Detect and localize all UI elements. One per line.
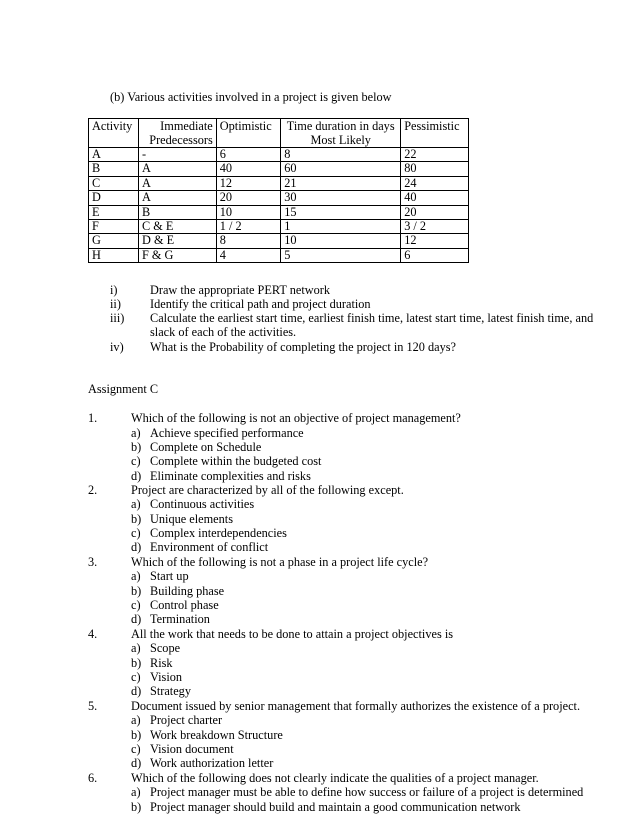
option-text: Work breakdown Structure [150,728,283,742]
question-text: What is the Probability of completing the project in 120 days? [150,340,456,354]
option-letter: d) [131,612,142,626]
cell-optimistic: 6 [216,148,280,162]
option-text: Complex interdependencies [150,526,287,540]
cell-most-likely: 8 [281,148,401,162]
item-number: 4. [88,627,98,641]
option-letter: c) [131,598,141,612]
cell-pessimistic: 12 [401,234,469,248]
option-text: Strategy [150,684,191,698]
cell-optimistic: 4 [216,248,280,262]
option-text: Building phase [150,584,225,598]
question-text-continued: slack of each of the activities. [150,325,297,339]
header-activity: Activity [89,119,139,148]
option-letter: d) [131,540,142,554]
option-letter: a) [131,426,141,440]
option-text: Control phase [150,598,219,612]
option-text: Complete within the budgeted cost [150,454,322,468]
cell-predecessors: B [139,205,217,219]
cell-predecessors: A [139,191,217,205]
item-question: Document issued by senior management that formally authorizes the existence of a project. [131,699,581,713]
question-number: ii) [110,297,121,311]
cell-activity: H [89,248,139,262]
part-b-heading: (b) Various activities involved in a project is given below [110,90,392,104]
cell-activity: A [89,148,139,162]
option-letter: d) [131,756,142,770]
option-text: Environment of conflict [150,540,269,554]
option-text: Complete on Schedule [150,440,262,454]
cell-pessimistic: 40 [401,191,469,205]
option-letter: b) [131,440,142,454]
option-text: Project charter [150,713,223,727]
item-number: 6. [88,771,98,785]
option-text: Termination [150,612,210,626]
option-letter: b) [131,584,142,598]
table-row [89,148,469,162]
cell-optimistic: 12 [216,176,280,190]
item-question: Project are characterized by all of the following except. [131,483,404,497]
table-header-row [89,119,469,148]
item-number: 1. [88,411,98,425]
question-text: Draw the appropriate PERT network [150,283,331,297]
option-letter: d) [131,469,142,483]
question-number: i) [110,283,118,297]
cell-optimistic: 20 [216,191,280,205]
cell-optimistic: 10 [216,205,280,219]
option-letter: b) [131,512,142,526]
option-letter: a) [131,785,141,799]
cell-predecessors: - [139,148,217,162]
header-most-likely: Time duration in days Most Likely [281,119,401,148]
cell-activity: G [89,234,139,248]
cell-activity: C [89,176,139,190]
cell-activity: F [89,220,139,234]
activities-table [88,118,469,263]
header-pessimistic: Pessimistic [401,119,469,148]
option-letter: c) [131,454,141,468]
option-letter: a) [131,569,141,583]
item-question: All the work that needs to be done to attain a project objectives is [131,627,454,641]
option-text: Continuous activities [150,497,255,511]
item-question: Which of the following does not clearly indicate the qualities of a project manager. [131,771,539,785]
option-letter: b) [131,656,142,670]
question-number: iv) [110,340,124,354]
option-text: Vision document [150,742,234,756]
option-letter: c) [131,526,141,540]
header-optimistic: Optimistic [216,119,280,148]
option-text: Achieve specified performance [150,426,304,440]
table-row [89,234,469,248]
option-text: Work authorization letter [150,756,274,770]
cell-most-likely: 1 [281,220,401,234]
question-number: iii) [110,311,125,325]
cell-most-likely: 15 [281,205,401,219]
cell-most-likely: 21 [281,176,401,190]
option-text: Project manager must be able to define how success or failure of a project is determined [150,785,584,799]
item-question: Which of the following is not an objective of project management? [131,411,461,425]
assignment-title: Assignment C [88,382,159,396]
cell-most-likely: 30 [281,191,401,205]
cell-activity: E [89,205,139,219]
option-text: Vision [150,670,183,684]
cell-pessimistic: 3 / 2 [401,220,469,234]
table-row [89,176,469,190]
option-letter: b) [131,728,142,742]
cell-predecessors: F & G [139,248,217,262]
cell-optimistic: 40 [216,162,280,176]
option-letter: b) [131,800,142,814]
table-row [89,220,469,234]
cell-most-likely: 5 [281,248,401,262]
table-row [89,162,469,176]
option-letter: a) [131,497,141,511]
cell-activity: B [89,162,139,176]
item-number: 2. [88,483,98,497]
cell-predecessors: A [139,176,217,190]
cell-predecessors: A [139,162,217,176]
cell-optimistic: 8 [216,234,280,248]
item-number: 3. [88,555,98,569]
option-text: Unique elements [150,512,233,526]
item-question: Which of the following is not a phase in a project life cycle? [131,555,429,569]
option-letter: c) [131,670,141,684]
cell-pessimistic: 20 [401,205,469,219]
item-number: 5. [88,699,98,713]
cell-pessimistic: 6 [401,248,469,262]
option-text: Start up [150,569,189,583]
table-row [89,205,469,219]
option-text: Risk [150,656,173,670]
cell-predecessors: C & E [139,220,217,234]
question-text: Identify the critical path and project duration [150,297,371,311]
table-row [89,248,469,262]
header-predecessors: Immediate Predecessors [139,119,217,148]
cell-activity: D [89,191,139,205]
cell-most-likely: 60 [281,162,401,176]
cell-pessimistic: 24 [401,176,469,190]
cell-pessimistic: 80 [401,162,469,176]
table-row [89,191,469,205]
option-text: Project manager should build and maintain a good communication network [150,800,521,814]
cell-pessimistic: 22 [401,148,469,162]
option-letter: d) [131,684,142,698]
cell-predecessors: D & E [139,234,217,248]
option-text: Scope [150,641,181,655]
option-letter: c) [131,742,141,756]
option-text: Eliminate complexities and risks [150,469,311,483]
option-letter: a) [131,713,141,727]
cell-most-likely: 10 [281,234,401,248]
question-text: Calculate the earliest start time, earliest finish time, latest start time, latest finish time, and [150,311,594,325]
option-letter: a) [131,641,141,655]
cell-optimistic: 1 / 2 [216,220,280,234]
